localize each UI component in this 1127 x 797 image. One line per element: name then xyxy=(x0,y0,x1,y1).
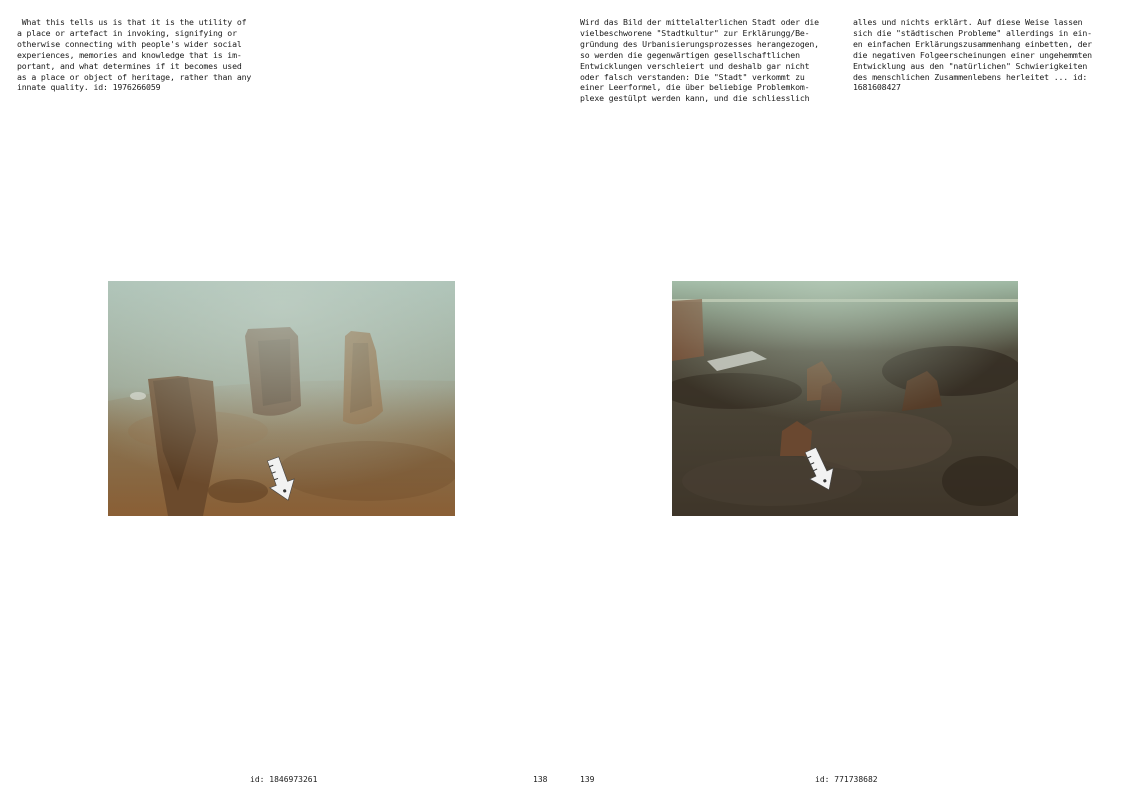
underwater-photo-left xyxy=(108,281,455,516)
underwater-photo-right xyxy=(672,281,1018,516)
underwater-lakebed-pile-remains-photo xyxy=(672,281,1018,516)
page-number-right: 139 xyxy=(580,775,595,784)
underwater-wooden-pile-stumps-photo xyxy=(108,281,455,516)
footer-right-id: id: 771738682 xyxy=(815,775,878,784)
footer-left-id: id: 1846973261 xyxy=(250,775,318,784)
right-page-quote-column-1: Wird das Bild der mittelalterlichen Stadt oder die vielbeschworene "Stadtkultur" zur Erklärungg/Be- gründung des Urbanisierungsprozesses herangezogen, so werden die gegenwärtigen gesellschaftlichen Entwicklungen verschleiert und deshalb gar nicht oder falsch verstanden: Die "Stadt" verkommt zu einer Leerformel, die über beliebige Problemkom- plexe gestülpt werden kann, und die schliesslich xyxy=(580,17,819,104)
page-number-left: 138 xyxy=(533,775,548,784)
right-page-quote-column-2: alles und nichts erklärt. Auf diese Weise lassen sich die "städtischen Probleme" allerdings in ein- en einfachen Erklärungszusammenhang einbetten, der die negativen Folgeerscheinungen einer ungehemmten Entwicklung aus den "natürlichen" Schwierigkeiten des menschlichen Zusammenlebens herleitet ... id: 1681608427 xyxy=(853,17,1092,93)
left-page-quote: What this tells us is that it is the utility of a place or artefact in invoking, signifying or otherwise connecting with people's wider social experiences, memories and knowledge that is im- portant, and what determines if it becomes used as a place or object of heritage, rather than any innate quality. id: 1976266059 xyxy=(17,17,252,93)
